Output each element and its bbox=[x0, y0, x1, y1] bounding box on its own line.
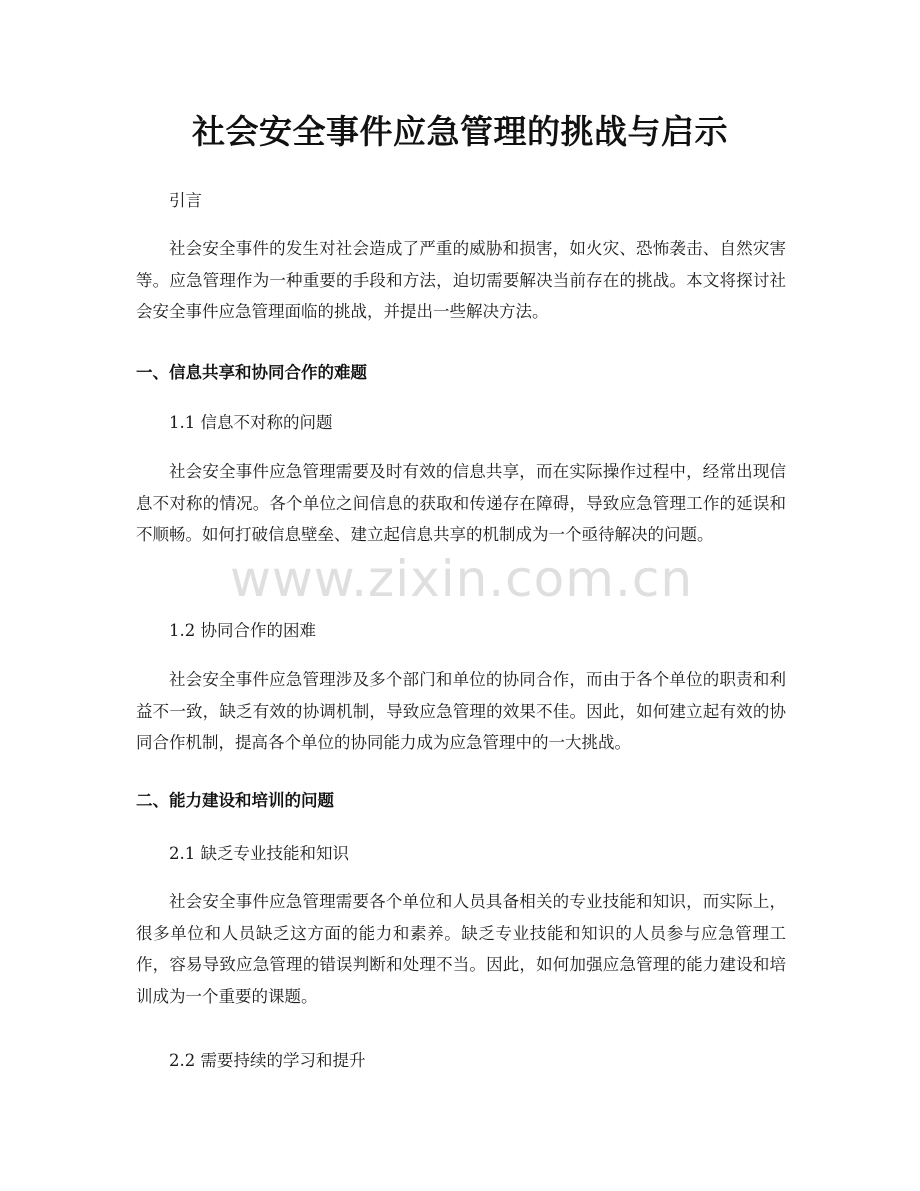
intro-label: 引言 bbox=[169, 191, 202, 210]
subsection-1-2-title: 1.2 协同合作的困难 bbox=[169, 621, 316, 640]
subsection-2-1-title: 2.1 缺乏专业技能和知识 bbox=[169, 844, 349, 863]
watermark: www.zixin.com.cn bbox=[230, 550, 694, 608]
subsection-1-2-paragraph: 社会安全事件应急管理涉及多个部门和单位的协同合作，而由于各个单位的职责和利益不一致，缺乏有效的协调机制，导致应急管理的效果不佳。因此，如何建立起有效的协同合作机制，提高各个单位的协同能力成为应急管理中的一大挑战。 bbox=[136, 670, 786, 752]
section-1-heading: 一、信息共享和协同合作的难题 bbox=[136, 363, 367, 382]
subsection-1-1-title: 1.1 信息不对称的问题 bbox=[169, 413, 333, 432]
subsection-2-1-paragraph: 社会安全事件应急管理需要各个单位和人员具备相关的专业技能和知识，而实际上，很多单位和人员缺乏这方面的能力和素养。缺乏专业技能和知识的人员参与应急管理工作，容易导致应急管理的错误判断和处理不当。因此，如何加强应急管理的能力建设和培训成为一个重要的课题。 bbox=[136, 892, 786, 1006]
intro-paragraph: 社会安全事件的发生对社会造成了严重的威胁和损害，如火灾、恐怖袭击、自然灾害等。应急管理作为一种重要的手段和方法，迫切需要解决当前存在的挑战。本文将探讨社会安全事件应急管理面临的挑战，并提出一些解决方法。 bbox=[136, 239, 786, 321]
document-title: 社会安全事件应急管理的挑战与启示 bbox=[192, 112, 728, 151]
subsection-2-2-title: 2.2 需要持续的学习和提升 bbox=[169, 1051, 366, 1070]
subsection-1-1-paragraph: 社会安全事件应急管理需要及时有效的信息共享，而在实际操作过程中，经常出现信息不对称的情况。各个单位之间信息的获取和传递存在障碍，导致应急管理工作的延误和不顺畅。如何打破信息壁垒、建立起信息共享的机制成为一个亟待解决的问题。 bbox=[136, 462, 786, 544]
section-2-heading: 二、能力建设和培训的问题 bbox=[136, 791, 334, 810]
